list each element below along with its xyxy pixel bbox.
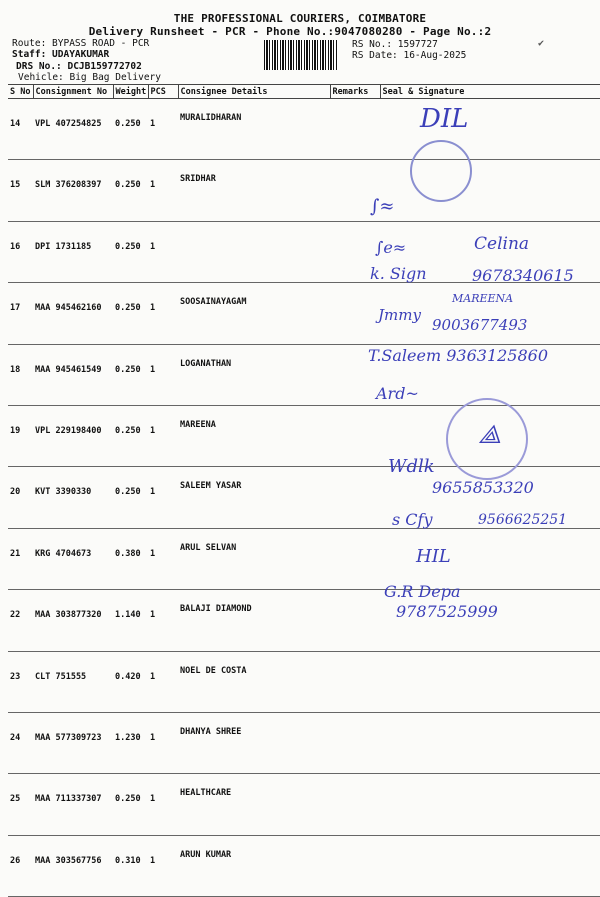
col-header-sno: S No xyxy=(8,85,33,99)
row-consignee: MURALIDHARAN xyxy=(178,99,330,160)
row-remarks xyxy=(330,590,380,651)
checkmark-icon: ✔ xyxy=(538,38,545,49)
handwritten-phone: 9566625251 xyxy=(478,512,568,528)
row-weight: 1.230 xyxy=(113,712,148,773)
signature-scribble: Wdlk xyxy=(388,456,435,477)
signature-scribble: ∫e≈ xyxy=(375,238,407,257)
row-consignment-no: MAA 945462160 xyxy=(33,283,113,344)
barcode-image xyxy=(264,40,338,70)
signature-scribble: ∫≈ xyxy=(370,196,395,217)
row-remarks xyxy=(330,835,380,896)
handwritten-name: Celina xyxy=(474,234,530,254)
row-sno: 16 xyxy=(8,221,33,282)
row-pcs: 1 xyxy=(148,344,178,405)
row-consignment-no: MAA 577309723 xyxy=(33,712,113,773)
row-consignee: ARUN KUMAR xyxy=(178,835,330,896)
row-consignment-no: MAA 303877320 xyxy=(33,590,113,651)
row-sno: 22 xyxy=(8,590,33,651)
row-sno: 25 xyxy=(8,774,33,835)
row-consignment-no: MAA 303567756 xyxy=(33,835,113,896)
row-weight: 0.380 xyxy=(113,528,148,589)
row-remarks xyxy=(330,467,380,528)
row-seal-signature xyxy=(380,712,600,773)
row-weight: 1.140 xyxy=(113,590,148,651)
row-weight: 0.250 xyxy=(113,160,148,221)
sheet-title: Delivery Runsheet - PCR - Phone No.:9047080280 - Page No.:2 xyxy=(88,25,492,38)
table-row xyxy=(8,651,600,712)
drs-label: DRS No.: DCJB159772702 xyxy=(16,61,142,72)
row-sno: 20 xyxy=(8,467,33,528)
row-weight: 0.250 xyxy=(113,344,148,405)
row-consignment-no: KVT 3390330 xyxy=(33,467,113,528)
handwritten-name-phone: T.Saleem 9363125860 xyxy=(368,346,549,365)
row-pcs: 1 xyxy=(148,774,178,835)
row-pcs: 1 xyxy=(148,835,178,896)
row-pcs: 1 xyxy=(148,651,178,712)
row-remarks xyxy=(330,405,380,466)
row-pcs: 1 xyxy=(148,405,178,466)
row-consignee: BALAJI DIAMOND xyxy=(178,590,330,651)
row-remarks xyxy=(330,528,380,589)
table-row xyxy=(8,835,600,896)
row-sno: 26 xyxy=(8,835,33,896)
handwritten-phone: 9003677493 xyxy=(432,316,528,334)
company-title: THE PROFESSIONAL COURIERS, COIMBATORE xyxy=(173,12,427,25)
row-seal-signature xyxy=(380,528,600,589)
row-consignee: SALEEM YASAR xyxy=(178,467,330,528)
row-consignment-no: MAA 945461549 xyxy=(33,344,113,405)
row-weight: 0.250 xyxy=(113,283,148,344)
row-weight: 0.250 xyxy=(113,774,148,835)
row-sno: 18 xyxy=(8,344,33,405)
row-pcs: 1 xyxy=(148,528,178,589)
row-remarks xyxy=(330,774,380,835)
handwritten-phone: 9787525999 xyxy=(396,602,498,621)
signature-scribble: Jmmy xyxy=(378,306,421,324)
row-sno: 24 xyxy=(8,712,33,773)
row-pcs: 1 xyxy=(148,467,178,528)
col-header-consignee: Consignee Details xyxy=(178,85,330,99)
rs-number: RS No.: 1597727 xyxy=(352,39,438,50)
row-consignee: DHANYA SHREE xyxy=(178,712,330,773)
signature-scribble: s Cfy xyxy=(392,510,433,529)
row-sno: 15 xyxy=(8,160,33,221)
row-weight: 0.250 xyxy=(113,405,148,466)
vehicle-label: Vehicle: Big Bag Delivery xyxy=(18,72,161,83)
row-consignee: HEALTHCARE xyxy=(178,774,330,835)
row-seal-signature xyxy=(380,99,600,160)
row-weight: 0.250 xyxy=(113,221,148,282)
handwritten-name: G.R Depa xyxy=(384,582,461,601)
signature-scribble: Ard~ xyxy=(376,384,419,403)
table-row xyxy=(8,774,600,835)
staff-label: Staff: UDAYAKUMAR xyxy=(12,49,110,60)
row-pcs: 1 xyxy=(148,99,178,160)
handwritten-note: DIL xyxy=(420,104,469,134)
row-sno: 14 xyxy=(8,99,33,160)
row-consignment-no: SLM 376208397 xyxy=(33,160,113,221)
col-header-remarks: Remarks xyxy=(330,85,380,99)
col-header-seal: Seal & Signature xyxy=(380,85,600,99)
row-remarks xyxy=(330,99,380,160)
table-header-row xyxy=(8,85,600,99)
col-header-weight: Weight xyxy=(113,85,148,99)
row-sno: 23 xyxy=(8,651,33,712)
row-weight: 0.420 xyxy=(113,651,148,712)
table-row xyxy=(8,528,600,589)
row-sno: 19 xyxy=(8,405,33,466)
row-seal-signature xyxy=(380,651,600,712)
row-sno: 17 xyxy=(8,283,33,344)
row-consignee: ARUL SELVAN xyxy=(178,528,330,589)
row-consignee: MAREENA xyxy=(178,405,330,466)
row-pcs: 1 xyxy=(148,590,178,651)
row-consignee: SRIDHAR xyxy=(178,160,330,221)
row-pcs: 1 xyxy=(148,160,178,221)
row-consignment-no: DPI 1731185 xyxy=(33,221,113,282)
row-pcs: 1 xyxy=(148,283,178,344)
seal-stamp xyxy=(410,140,472,202)
signature-scribble: ⟁ xyxy=(478,420,502,450)
row-seal-signature xyxy=(380,774,600,835)
handwritten-note: HIL xyxy=(416,546,451,567)
row-consignment-no: VPL 407254825 xyxy=(33,99,113,160)
col-header-pcs: PCS xyxy=(148,85,178,99)
table-row xyxy=(8,160,600,221)
row-weight: 0.310 xyxy=(113,835,148,896)
handwritten-name: MAREENA xyxy=(452,292,514,305)
row-pcs: 1 xyxy=(148,712,178,773)
table-row xyxy=(8,590,600,651)
row-weight: 0.250 xyxy=(113,99,148,160)
row-consignee xyxy=(178,221,330,282)
table-row xyxy=(8,99,600,160)
handwritten-phone: 9678340615 xyxy=(472,266,574,285)
row-consignee: LOGANATHAN xyxy=(178,344,330,405)
row-consignment-no: CLT 751555 xyxy=(33,651,113,712)
handwritten-phone: 9655853320 xyxy=(432,478,534,497)
row-consignment-no: VPL 229198400 xyxy=(33,405,113,466)
row-consignee: SOOSAINAYAGAM xyxy=(178,283,330,344)
col-header-consignment: Consignment No xyxy=(33,85,113,99)
row-consignee: NOEL DE COSTA xyxy=(178,651,330,712)
row-seal-signature xyxy=(380,835,600,896)
row-remarks xyxy=(330,283,380,344)
row-consignment-no: MAA 711337307 xyxy=(33,774,113,835)
row-remarks xyxy=(330,712,380,773)
row-remarks xyxy=(330,651,380,712)
rs-date: RS Date: 16-Aug-2025 xyxy=(352,50,467,61)
route-label: Route: BYPASS ROAD - PCR xyxy=(12,38,150,49)
row-weight: 0.250 xyxy=(113,467,148,528)
row-pcs: 1 xyxy=(148,221,178,282)
row-sno: 21 xyxy=(8,528,33,589)
signature-scribble: k. Sign xyxy=(370,264,427,283)
row-consignment-no: KRG 4704673 xyxy=(33,528,113,589)
table-row xyxy=(8,712,600,773)
